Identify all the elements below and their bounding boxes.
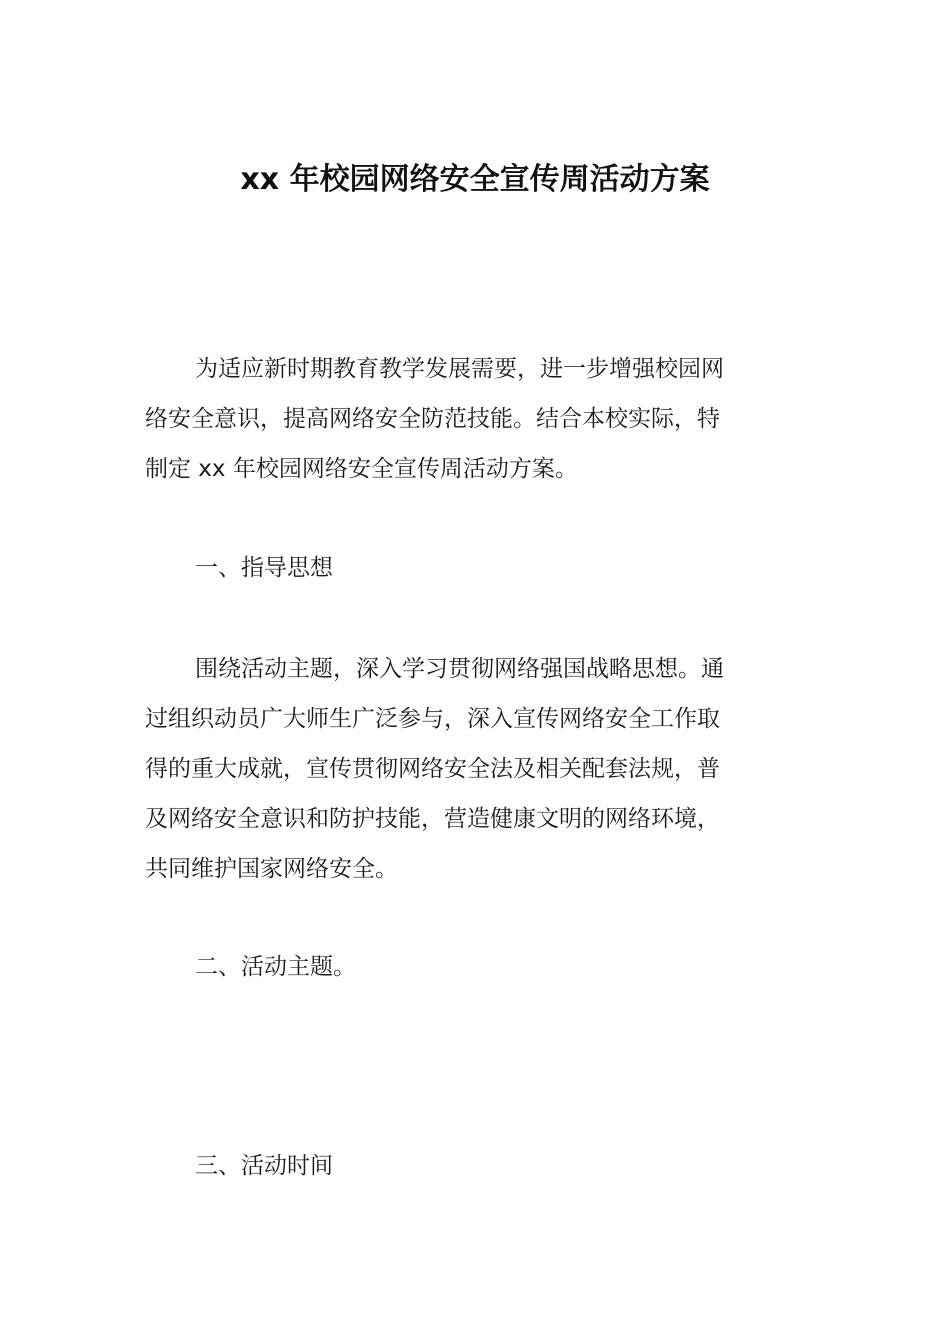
paragraph-line: 过组织动员广大师生广泛参与，深入宣传网络安全工作取: [145, 706, 720, 732]
intro-line: 络安全意识，提高网络安全防范技能。结合本校实际，特: [145, 406, 720, 432]
paragraph-line: 围绕活动主题，深入学习贯彻网络强国战略思想。通: [195, 656, 724, 682]
paragraph-line: 得的重大成就，宣传贯彻网络安全法及相关配套法规，普: [145, 756, 720, 782]
section-heading-activity-theme: 二、活动主题。: [195, 954, 356, 980]
section-heading-guiding-ideology: 一、指导思想: [195, 555, 333, 581]
intro-line: 为适应新时期教育教学发展需要，进一步增强校园网: [195, 356, 724, 382]
intro-paragraph: [145, 344, 807, 494]
guiding-ideology-paragraph: [145, 644, 807, 894]
section-heading-activity-time: 三、活动时间: [195, 1153, 333, 1179]
document-title: xx 年校园网络安全宣传周活动方案: [240, 162, 710, 197]
intro-line: 制定 xx 年校园网络安全宣传周活动方案。: [145, 456, 578, 482]
paragraph-line: 及网络安全意识和防护技能，营造健康文明的网络环境，: [145, 806, 720, 832]
paragraph-line: 共同维护国家网络安全。: [145, 856, 398, 882]
